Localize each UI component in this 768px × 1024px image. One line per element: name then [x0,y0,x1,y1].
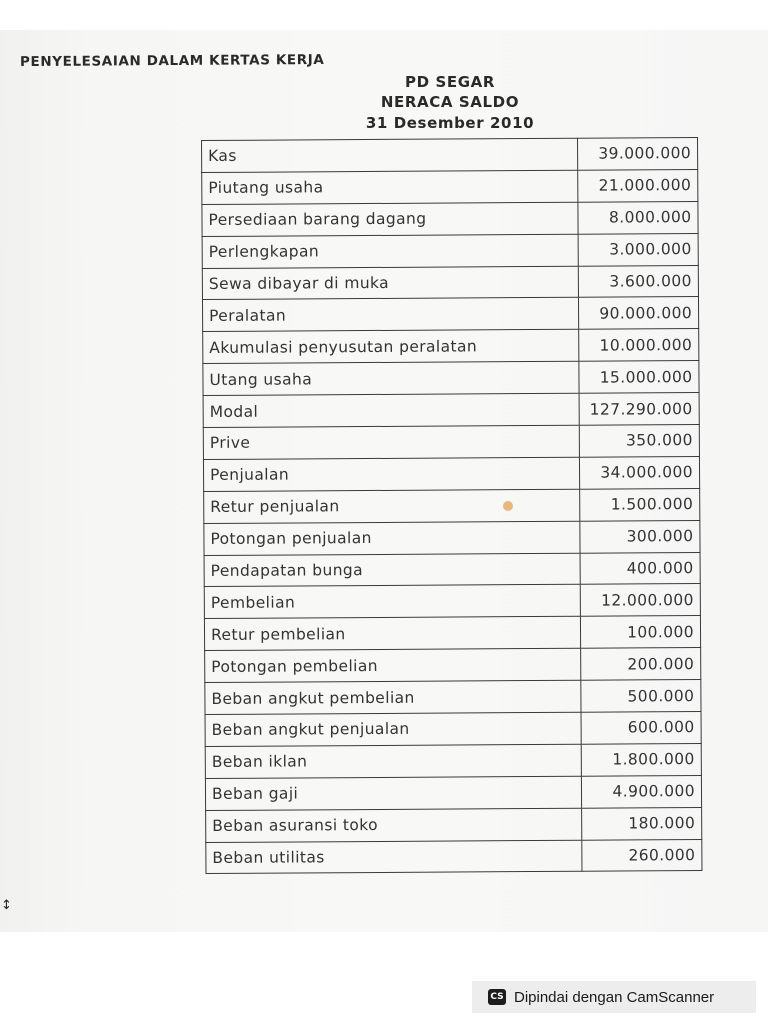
table-row [203,329,699,364]
account-amount: 10.000.000 [578,329,698,362]
table-row [202,169,698,204]
account-name: Beban angkut penjualan [205,712,581,746]
edge-mark: ↕ [1,898,12,913]
camscanner-logo-icon: CS [488,989,506,1005]
table-row [202,265,698,300]
account-amount: 100.000 [580,616,700,649]
trial-balance-table [201,137,702,875]
account-amount: 1.800.000 [581,743,701,776]
table-row [204,584,700,619]
table-row [206,807,702,842]
account-name: Beban utilitas [206,840,582,874]
table-row [205,775,701,810]
account-name: Beban angkut pembelian [205,680,581,714]
account-amount: 127.290.000 [579,393,699,426]
company-name: PD SEGAR [405,73,495,91]
account-amount: 3.000.000 [578,233,698,266]
account-amount: 15.000.000 [579,361,699,394]
account-name: Modal [203,393,579,427]
account-amount: 12.000.000 [580,584,700,617]
account-name: Utang usaha [203,361,579,395]
account-amount: 8.000.000 [578,201,698,234]
table-row [206,839,702,874]
table-row [204,520,700,555]
account-name: Beban asuransi toko [206,808,582,842]
table-row [203,393,699,428]
table-row [203,361,699,396]
ink-stain [503,501,513,511]
account-amount: 600.000 [581,712,701,745]
account-name: Potongan pembelian [205,648,581,682]
table-row [205,648,701,683]
account-name: Retur pembelian [204,617,580,651]
statement-title: NERACA SALDO [380,93,520,111]
account-amount: 500.000 [581,680,701,713]
account-name: Sewa dibayar di muka [202,266,578,300]
account-name: Piutang usaha [202,170,578,204]
account-amount: 400.000 [580,552,700,585]
account-name: Beban iklan [205,744,581,778]
account-amount: 90.000.000 [578,297,698,330]
account-amount: 21.000.000 [577,169,697,202]
account-name: Beban gaji [205,776,581,810]
table-row [205,712,701,747]
account-name: Retur penjualan [204,489,580,523]
account-name: Pembelian [204,585,580,619]
account-amount: 180.000 [581,807,701,840]
section-title: PENYELESAIAN DALAM KERTAS KERJA [19,51,325,71]
account-amount: 39.000.000 [577,138,697,171]
account-name: Potongan penjualan [204,521,580,555]
account-amount: 200.000 [580,648,700,681]
table-row [202,201,698,236]
account-amount: 34.000.000 [579,456,699,489]
account-name: Persediaan barang dagang [202,202,578,236]
table-row [203,425,699,460]
account-name: Penjualan [203,457,579,491]
account-amount: 3.600.000 [578,265,698,298]
table-row [204,488,700,523]
table-row [203,456,699,491]
table-row [204,552,700,587]
table-row [205,680,701,715]
statement-date: 31 Desember 2010 [365,114,535,132]
account-name: Prive [203,425,579,459]
camscanner-label: Dipindai dengan CamScanner [514,988,715,1006]
account-amount: 4.900.000 [581,775,701,808]
account-amount: 350.000 [579,425,699,458]
account-name: Akumulasi penyusutan peralatan [203,330,579,364]
table-row [205,743,701,778]
account-name: Pendapatan bunga [204,553,580,587]
account-name: Perlengkapan [202,234,578,268]
table-row [204,616,700,651]
table-row [202,297,698,332]
account-name: Peralatan [202,298,578,332]
account-name: Kas [202,138,578,172]
table-row [202,138,698,173]
account-amount: 300.000 [580,520,700,553]
camscanner-watermark [472,981,756,1013]
table-row [202,233,698,268]
account-amount: 1.500.000 [579,488,699,521]
account-amount: 260.000 [582,839,702,872]
